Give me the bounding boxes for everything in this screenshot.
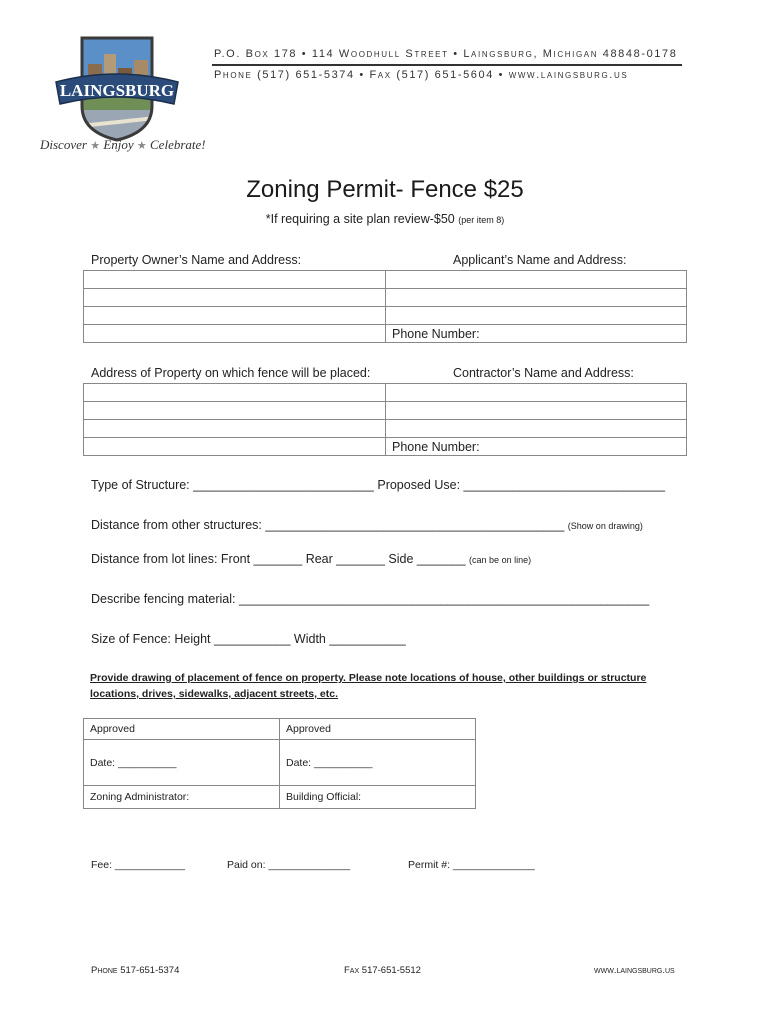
drawing-instructions: Provide drawing of placement of fence on property. Please note locations of house, other buildings or structure locations, drives, sidewalks, adjacent streets, etc. <box>90 672 647 700</box>
logo-emblem <box>40 34 200 144</box>
distance-structures-line[interactable] <box>91 518 643 532</box>
contractor-field-1[interactable] <box>386 384 687 402</box>
property-address-label: Address of Property on which fence will be placed: <box>91 366 371 380</box>
permit-number-field[interactable]: Permit #: ______________ <box>408 859 535 871</box>
header-contact: Phone (517) 651-5374 • Fax (517) 651-5604 • www.laingsburg.us <box>214 69 629 81</box>
owner-field-3[interactable] <box>84 307 386 325</box>
fence-size-line[interactable]: Size of Fence: Height ___________ Width ___________ <box>91 632 406 646</box>
approval-table <box>83 718 476 809</box>
header-address: P.O. Box 178 • 114 Woodhull Street • Laingsburg, Michigan 48848-0178 <box>214 48 678 60</box>
date-left[interactable]: Date: __________ <box>84 740 280 786</box>
owner-field-4[interactable] <box>84 325 386 343</box>
lot-lines-note: (can be on line) <box>469 555 532 565</box>
star-icon: ★ <box>136 140 147 152</box>
phone-label: Phone Number: <box>392 326 480 341</box>
applicant-field-2[interactable] <box>386 289 687 307</box>
distance-structures-text: Distance from other structures: ___________________________________________ <box>91 518 565 532</box>
logo-wordmark: LAINGSBURG <box>59 81 175 100</box>
property-field-2[interactable] <box>84 402 386 420</box>
applicant-field-1[interactable] <box>386 271 687 289</box>
owner-field-2[interactable] <box>84 289 386 307</box>
lot-lines-text: Distance from lot lines: Front _______ Rear _______ Side _______ <box>91 552 466 566</box>
phone-label: Phone Number: <box>392 439 480 454</box>
paid-on-field[interactable]: Paid on: ______________ <box>227 859 351 871</box>
applicant-field-3[interactable] <box>386 307 687 325</box>
distance-structures-note: (Show on drawing) <box>567 521 643 531</box>
structure-use-line[interactable]: Type of Structure: __________________________ Proposed Use: _____________________________ <box>91 478 666 492</box>
property-field-4[interactable] <box>84 438 386 456</box>
footer-phone: Phone 517-651-5374 <box>91 965 180 976</box>
applicant-label: Applicant’s Name and Address: <box>453 253 627 267</box>
star-icon: ★ <box>90 140 101 152</box>
owner-label: Property Owner’s Name and Address: <box>91 253 302 267</box>
property-field-1[interactable] <box>84 384 386 402</box>
applicant-phone-field[interactable] <box>386 325 687 343</box>
tagline-word-1: Discover <box>40 137 87 152</box>
logo-tagline <box>40 137 206 153</box>
property-contractor-table <box>83 383 687 456</box>
contractor-field-3[interactable] <box>386 420 687 438</box>
footer-fax: Fax 517-651-5512 <box>344 965 421 976</box>
subtitle-main: *If requiring a site plan review-$50 <box>265 212 455 226</box>
property-field-3[interactable] <box>84 420 386 438</box>
footer-website[interactable]: www.laingsburg.us <box>594 965 675 976</box>
owner-applicant-table <box>83 270 687 343</box>
fee-field[interactable]: Fee: ____________ <box>91 859 186 871</box>
approved-right: Approved <box>280 719 476 740</box>
tagline-word-2: Enjoy <box>103 137 134 152</box>
lot-lines-line[interactable] <box>91 552 531 566</box>
building-official[interactable]: Building Official: <box>280 786 476 809</box>
zoning-administrator[interactable]: Zoning Administrator: <box>84 786 280 809</box>
contractor-field-2[interactable] <box>386 402 687 420</box>
form-subtitle <box>0 212 770 226</box>
approved-left: Approved <box>84 719 280 740</box>
contractor-phone-field[interactable] <box>386 438 687 456</box>
date-right[interactable]: Date: __________ <box>280 740 476 786</box>
header-divider <box>212 64 682 66</box>
fencing-material-line[interactable]: Describe fencing material: ___________________________________________________________ <box>91 592 650 606</box>
subtitle-note: (per item 8) <box>458 215 505 225</box>
owner-field-1[interactable] <box>84 271 386 289</box>
tagline-word-3: Celebrate! <box>150 137 206 152</box>
contractor-label: Contractor’s Name and Address: <box>453 366 634 380</box>
form-title: Zoning Permit- Fence $25 <box>246 176 524 203</box>
